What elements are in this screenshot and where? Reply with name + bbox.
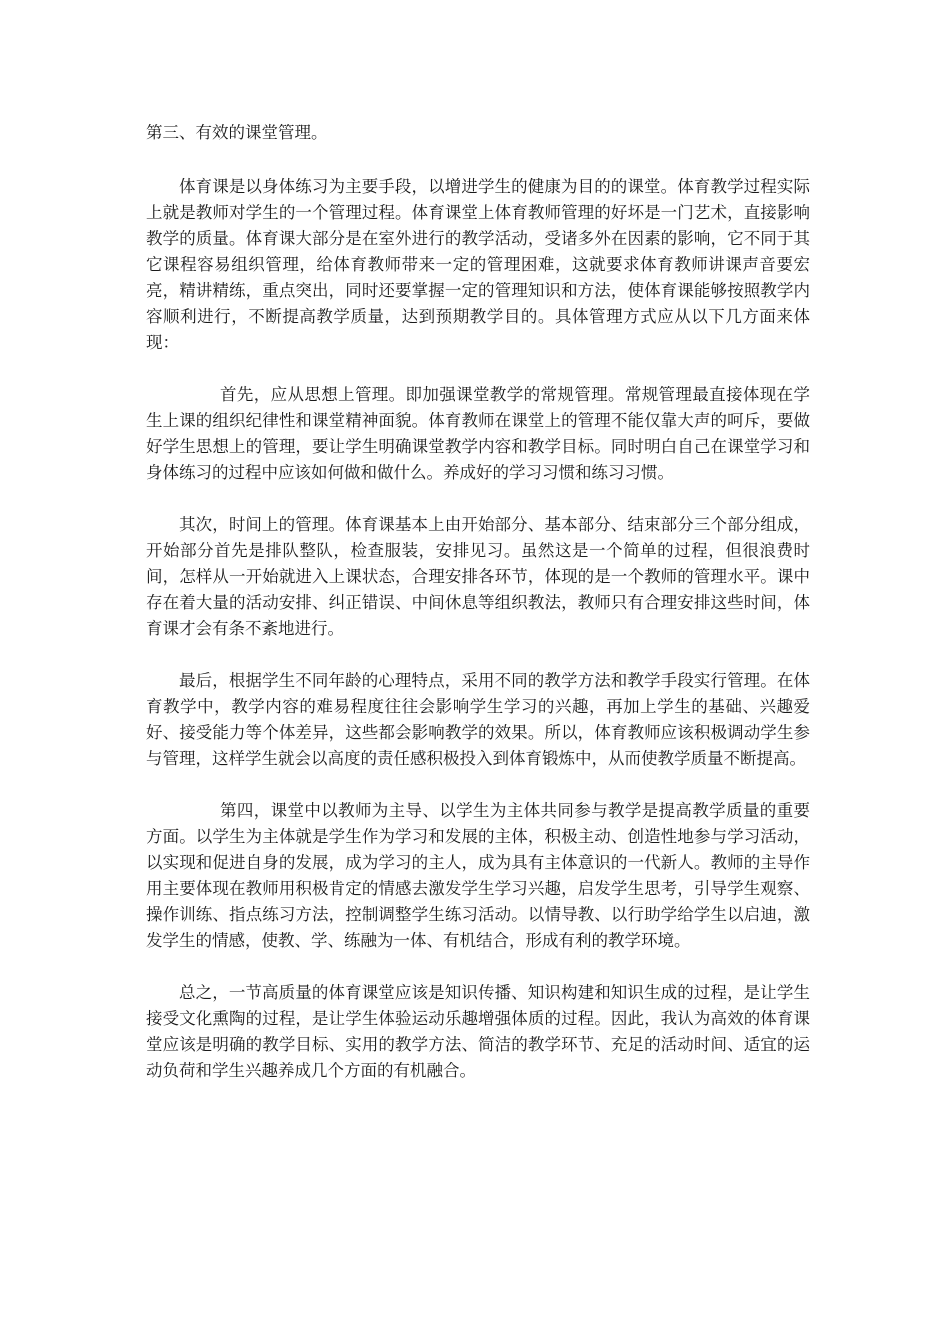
paragraph-conclusion: 总之，一节高质量的体育课堂应该是知识传播、知识构建和知识生成的过程，是让学生接受文化熏陶的过程，是让学生体验运动乐趣增强体质的过程。因此，我认为高效的体育课堂应该是明确的教学目标、实用的教学方法、简洁的教学环节、充足的活动时间、适宜的运动负荷和学生兴趣养成几个方面的有机融合。 (146, 983, 810, 1080)
paragraph-teacher-student-roles: 第四，课堂中以教师为主导、以学生为主体共同参与教学是提高教学质量的重要方面。以学生为主体就是学生作为学习和发展的主体，积极主动、创造性地参与学习活动，以实现和促进自身的发展，成为学习的主人，成为具有主体意识的一代新人。教师的主导作用主要体现在教师用积极肯定的情感去激发学生学习兴趣，启发学生思考，引导学生观察、操作训练、指点练习方法，控制调整学生练习活动。以情导教、以行助学给学生以启迪，激发学生的情感，使教、学、练融为一体、有机结合，形成有利的教学环境。 (146, 801, 810, 950)
paragraph-age-based-methods: 最后，根据学生不同年龄的心理特点，采用不同的教学方法和教学手段实行管理。在体育教学中，教学内容的难易程度往往会影响学生学习的兴趣，再加上学生的基础、兴趣爱好、接受能力等个体差异，这些都会影响教学的效果。所以，体育教师应该积极调动学生参与管理，这样学生就会以高度的责任感积极投入到体育锻炼中，从而使教学质量不断提高。 (146, 671, 810, 768)
section-heading: 第三、有效的课堂管理。 (146, 123, 328, 142)
document-body (146, 120, 810, 1110)
paragraph-pe-class-definition: 体育课是以身体练习为主要手段，以增进学生的健康为目的的课堂。体育教学过程实际上就是教师对学生的一个管理过程。体育课堂上体育教师管理的好坏是一门艺术，直接影响教学的质量。体育课大部分是在室外进行的教学活动，受诸多外在因素的影响，它不同于其它课程容易组织管理，给体育教师带来一定的管理困难，这就要求体育教师讲课声音要宏亮，精讲精练，重点突出，同时还要掌握一定的管理知识和方法，使体育课能够按照教学内容顺利进行，不断提高教学质量，达到预期教学目的。具体管理方式应从以下几方面来体现： (146, 177, 810, 352)
paragraph-time-management: 其次，时间上的管理。体育课基本上由开始部分、基本部分、结束部分三个部分组成，开始部分首先是排队整队，检查服装，安排见习。虽然这是一个简单的过程，但很浪费时间，怎样从一开始就进入上课状态，合理安排各环节，体现的是一个教师的管理水平。课中存在着大量的活动安排、纠正错误、中间休息等组织教法，教师只有合理安排这些时间，体育课才会有条不紊地进行。 (146, 515, 810, 638)
paragraph-ideological-management: 首先，应从思想上管理。即加强课堂教学的常规管理。常规管理最直接体现在学生上课的组织纪律性和课堂精神面貌。体育教师在课堂上的管理不能仅靠大声的呵斥，要做好学生思想上的管理，要让学生明确课堂教学内容和教学目标。同时明白自己在课堂学习和身体练习的过程中应该如何做和做什么。养成好的学习习惯和练习习惯。 (146, 385, 810, 482)
